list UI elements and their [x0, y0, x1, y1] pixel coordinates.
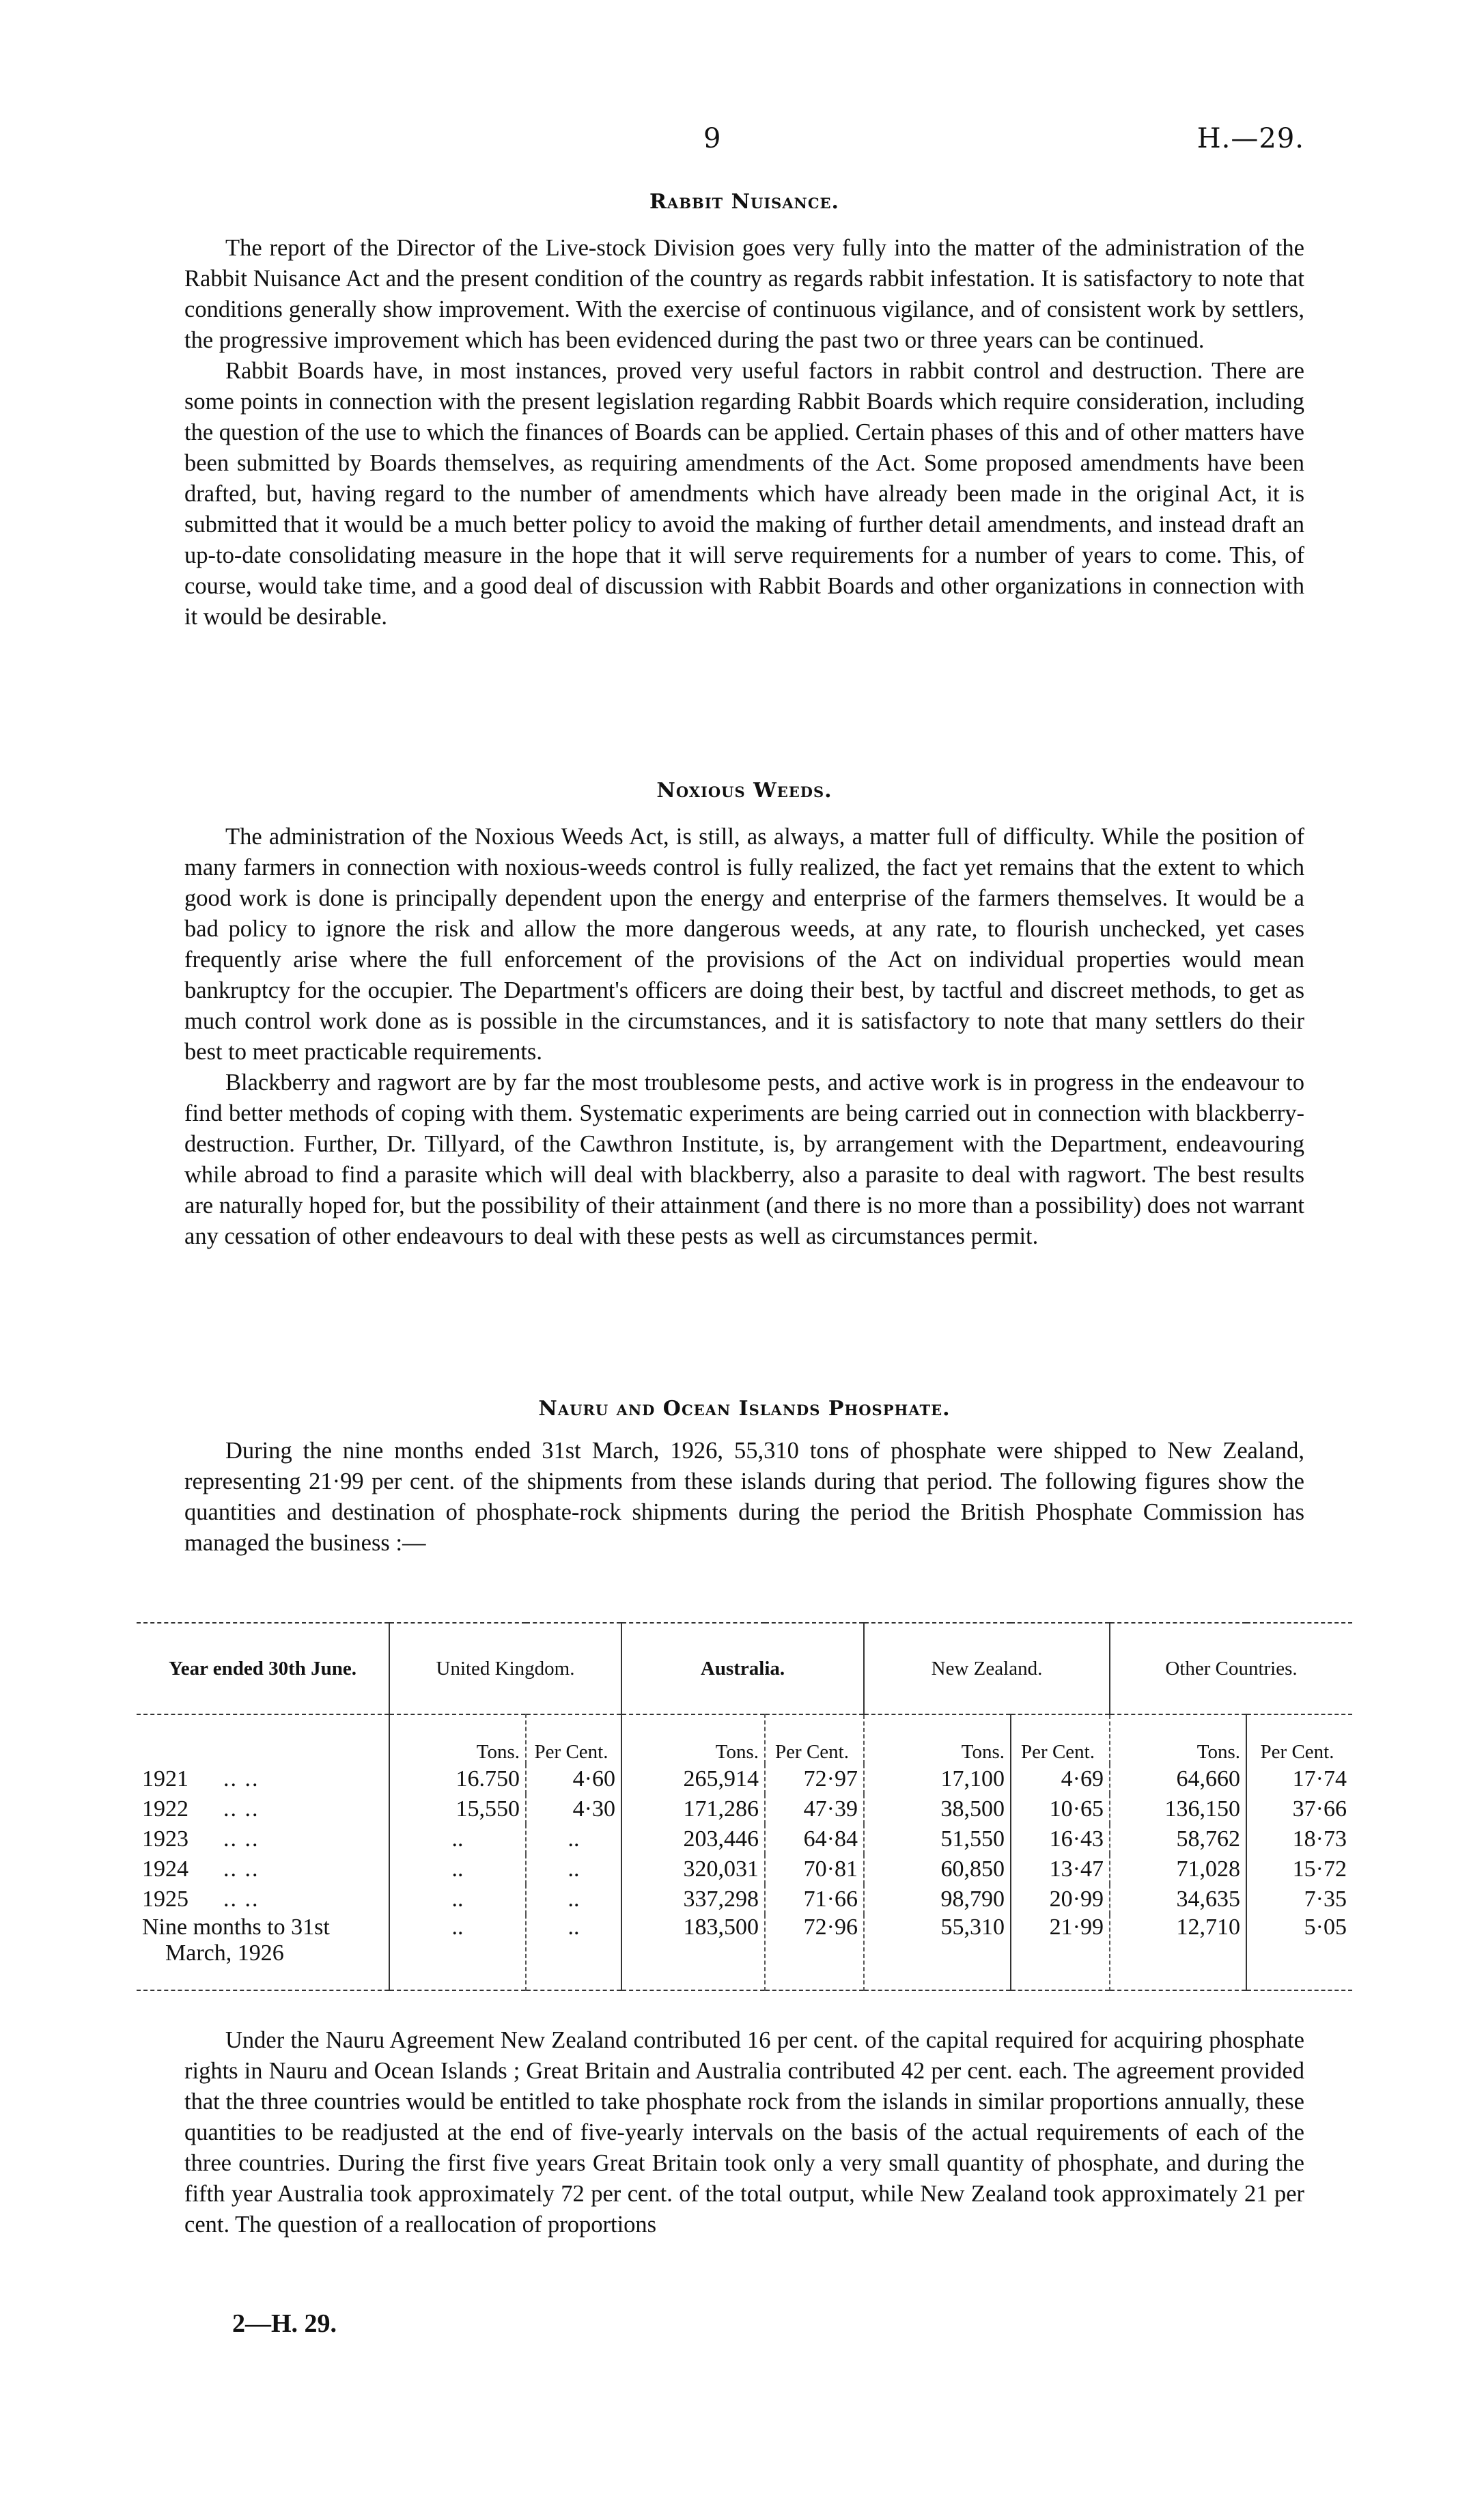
subheader-tons: Tons. [621, 1714, 765, 1764]
cell-uk-pct: .. [526, 1854, 621, 1884]
section-nauru-phosphate [184, 1397, 1304, 1559]
header-new-zealand: New Zealand. [864, 1623, 1110, 1714]
cell-au-pct: 70·81 [765, 1854, 864, 1884]
cell-nz-tons: 17,100 [864, 1764, 1011, 1794]
row-year: 1924 [142, 1856, 188, 1882]
subheader-per-cent: Per Cent. [1011, 1714, 1110, 1764]
cell-uk-tons: .. [389, 1914, 526, 1990]
paragraph: Under the Nauru Agreement New Zealand contributed 16 per cent. of the capital required for acquiring phosphate rights in Nauru and Ocean Islands ; Great Britain and Australia contributed 42 per cent. each. The agreement provided that the three countries would be entitled to take phosphate rock from the islands in similar proportions annually, these quantities to be readjusted at the end of five-yearly intervals on the basis of the actual requirements of each of the three countries. During the first five years Great Britain took only a very small quantity of phosphate, and during the fifth year Australia took approximately 72 per cent. of the total output, while New Zealand took approximately 21 per cent. The question of a reallocation of proportions [184, 2027, 1304, 2238]
cell-other-tons: 136,150 [1110, 1794, 1246, 1824]
paragraph: The administration of the Noxious Weeds Act, is still, as always, a matter full of difficulty. While the position of many farmers in connection with noxious-weeds control is fully realized, the fact yet remains that the extent to which good work is done is principally dependent upon the energy and enterprise of the farmers themselves. It would be a bad policy to ignore the risk and allow the more dangerous weeds, at any rate, to flourish unchecked, yet cases frequently arise where the full enforcement of the provisions of the Act on individual properties would mean bankruptcy for the occupier. The Department's officers are doing their best, by tactful and discreet methods, to get as much control work done as is possible in the circumstances, and it is satisfactory to note that many settlers do their best to meet practicable requirements. [184, 824, 1304, 1065]
leader-dots: .. .. [223, 1856, 260, 1882]
page-number: 9 [703, 123, 721, 154]
cell-nz-tons: 55,310 [864, 1914, 1011, 1990]
paragraph: During the nine months ended 31st March, 1926, 55,310 tons of phosphate were shipped to New Zealand, representing 21·99 per cent. of the shipments from these islands during that period. The following figures show the quantities and destination of phosphate-rock shipments during the period the British Phosphate Commission has managed the business :— [184, 1438, 1304, 1556]
phosphate-shipments-table [137, 1622, 1352, 1992]
cell-uk-pct: 4·30 [526, 1794, 621, 1824]
cell-other-tons: 64,660 [1110, 1764, 1246, 1794]
paragraph: Blackberry and ragwort are by far the most troublesome pests, and active work is in progress in the endeavour to find better methods of coping with them. Systematic experiments are being carried out in connection with blackberry-destruction. Further, Dr. Tillyard, of the Cawthron Institute, is, by arrangement with the Department, endeavouring while abroad to find a parasite which will deal with blackberry, also a parasite to deal with ragwort. The best results are naturally hoped for, but the possibility of their attainment (and there is no more than a possibility) does not warrant any cessation of other endeavours to deal with these pests as well as circumstances permit. [184, 1070, 1304, 1249]
cell-other-pct: 18·73 [1246, 1824, 1352, 1854]
cell-nz-pct: 21·99 [1011, 1914, 1110, 1990]
table-row [137, 1824, 1352, 1854]
section-noxious-weeds [184, 779, 1304, 1252]
paragraph: The report of the Director of the Live-stock Division goes very fully into the matter of the administration of the Rabbit Nuisance Act and the present condition of the country as regards rabbit infestation. It is satisfactory to note that conditions generally show improvement. With the exercise of continuous vigilance, and of consistent work by settlers, the progressive improvement which has been evidenced during the past two or three years can be continued. [184, 235, 1304, 353]
cell-nz-pct: 20·99 [1011, 1884, 1110, 1914]
running-header [184, 123, 1304, 164]
cell-au-pct: 72·96 [765, 1914, 864, 1990]
cell-au-tons: 203,446 [621, 1824, 765, 1854]
cell-nz-pct: 16·43 [1011, 1824, 1110, 1854]
subheader-per-cent: Per Cent. [1246, 1714, 1352, 1764]
cell-uk-tons: .. [389, 1884, 526, 1914]
subheader-per-cent: Per Cent. [526, 1714, 621, 1764]
cell-au-tons: 320,031 [621, 1854, 765, 1884]
header-australia: Australia. [621, 1623, 864, 1714]
subheader-tons: Tons. [1110, 1714, 1246, 1764]
row-year: 1923 [142, 1826, 188, 1852]
cell-other-pct: 7·35 [1246, 1884, 1352, 1914]
cell-other-tons: 12,710 [1110, 1914, 1246, 1990]
cell-au-tons: 265,914 [621, 1764, 765, 1794]
cell-nz-tons: 98,790 [864, 1884, 1011, 1914]
cell-nz-pct: 10·65 [1011, 1794, 1110, 1824]
cell-other-pct: 15·72 [1246, 1854, 1352, 1884]
row-year-line2: March, 1926 [165, 1940, 284, 1966]
cell-au-tons: 183,500 [621, 1914, 765, 1990]
row-year: 1921 [142, 1766, 188, 1792]
cell-uk-pct: .. [526, 1914, 621, 1990]
paragraph: Rabbit Boards have, in most instances, proved very useful factors in rabbit control and destruction. There are some points in connection with the present legislation regarding Rabbit Boards which require consideration, including the question of the use to which the finances of Boards can be applied. Certain phases of this and of other matters have been submitted by Boards themselves, as requiring amendments of the Act. Some proposed amendments have been drafted, but, having regard to the number of amendments which have already been made in the original Act, it is submitted that it would be a much better policy to avoid the making of further detail amendments, and instead draft an up-to-date consolidating measure in the hope that it will serve requirements for a number of years to come. This, of course, would take time, and a good deal of discussion with Rabbit Boards and other organizations in connection with it would be desirable. [184, 358, 1304, 630]
table-row [137, 1764, 1352, 1794]
cell-au-tons: 171,286 [621, 1794, 765, 1824]
cell-other-tons: 71,028 [1110, 1854, 1246, 1884]
footer-signature: 2—H. 29. [232, 2309, 337, 2338]
subheader-per-cent: Per Cent. [765, 1714, 864, 1764]
cell-nz-pct: 13·47 [1011, 1854, 1110, 1884]
cell-au-pct: 72·97 [765, 1764, 864, 1794]
cell-other-pct: 5·05 [1246, 1914, 1352, 1990]
cell-au-pct: 64·84 [765, 1824, 864, 1854]
cell-uk-pct: .. [526, 1824, 621, 1854]
subheader-tons: Tons. [389, 1714, 526, 1764]
cell-nz-pct: 4·69 [1011, 1764, 1110, 1794]
cell-uk-tons: 15,550 [389, 1794, 526, 1824]
table-row [137, 1794, 1352, 1824]
leader-dots: .. .. [223, 1796, 260, 1822]
cell-au-tons: 337,298 [621, 1884, 765, 1914]
cell-nz-tons: 51,550 [864, 1824, 1011, 1854]
row-year: Nine months to 31st [142, 1914, 330, 1940]
cell-other-pct: 37·66 [1246, 1794, 1352, 1824]
cell-other-pct: 17·74 [1246, 1764, 1352, 1794]
header-year: Year ended 30th June. [169, 1657, 356, 1680]
cell-uk-pct: 4·60 [526, 1764, 621, 1794]
header-united-kingdom: United Kingdom. [389, 1623, 621, 1714]
cell-uk-tons: 16.750 [389, 1764, 526, 1794]
cell-uk-pct: .. [526, 1884, 621, 1914]
table-row [137, 1914, 1352, 1990]
cell-au-pct: 71·66 [765, 1884, 864, 1914]
section-heading: Nauru and Ocean Islands Phosphate. [538, 1397, 951, 1421]
section-nauru-agreement [184, 2025, 1304, 2240]
cell-other-tons: 34,635 [1110, 1884, 1246, 1914]
cell-au-pct: 47·39 [765, 1794, 864, 1824]
section-heading: Noxious Weeds. [656, 779, 832, 803]
cell-nz-tons: 38,500 [864, 1794, 1011, 1824]
cell-nz-tons: 60,850 [864, 1854, 1011, 1884]
subheader-tons: Tons. [864, 1714, 1011, 1764]
cell-uk-tons: .. [389, 1824, 526, 1854]
leader-dots: .. .. [223, 1886, 260, 1912]
table-row [137, 1854, 1352, 1884]
leader-dots: .. .. [223, 1826, 260, 1852]
table-row [137, 1884, 1352, 1914]
leader-dots: .. .. [223, 1766, 260, 1792]
row-year: 1922 [142, 1796, 188, 1822]
section-heading: Rabbit Nuisance. [649, 190, 839, 214]
cell-other-tons: 58,762 [1110, 1824, 1246, 1854]
cell-uk-tons: .. [389, 1854, 526, 1884]
document-reference: H.—29. [1196, 123, 1304, 154]
section-rabbit-nuisance [184, 190, 1304, 632]
row-year: 1925 [142, 1886, 188, 1912]
header-other-countries: Other Countries. [1110, 1623, 1352, 1714]
